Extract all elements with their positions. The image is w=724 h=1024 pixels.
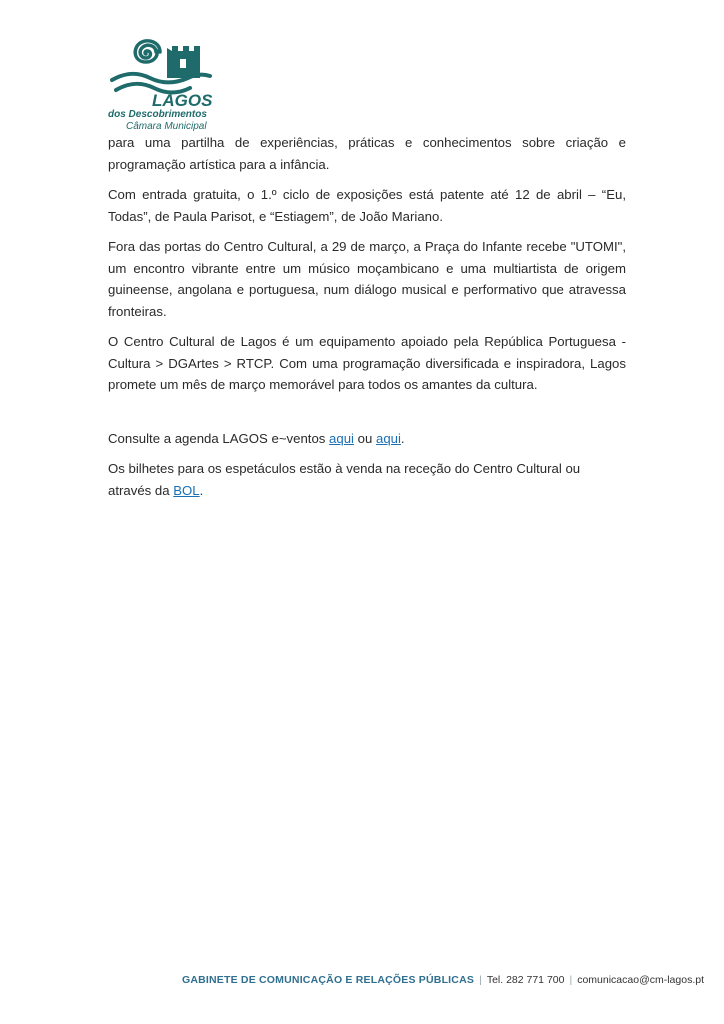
footer-email: comunicacao@cm-lagos.pt bbox=[577, 974, 704, 986]
paragraph-utomi: Fora das portas do Centro Cultural, a 29 de março, a Praça do Infante recebe "UTOMI", um encontro vibrante entre um músico moçambicano e uma multiartista de origem guineense, angolana e portuguesa, num diálogo musical e performativo que atravessa fronteiras. bbox=[108, 239, 626, 319]
page-footer bbox=[182, 974, 704, 986]
lagos-logo bbox=[104, 38, 224, 134]
agenda-suffix: . bbox=[400, 430, 405, 446]
tickets-suffix: . bbox=[199, 482, 204, 498]
paragraph-agenda bbox=[108, 428, 626, 450]
agenda-link-2[interactable]: aqui bbox=[375, 430, 401, 446]
press-release-body bbox=[108, 132, 626, 510]
footer-phone: Tel. 282 771 700 bbox=[486, 974, 565, 986]
paragraph-exhibitions: Com entrada gratuita, o 1.º ciclo de exposições está patente até 12 de abril – “Eu, Todas”, de Paula Parisot, e “Estiagem”, de João Mariano. bbox=[108, 187, 626, 224]
bol-link[interactable]: BOL bbox=[173, 482, 200, 498]
tickets-text: Os bilhetes para os espetáculos estão à venda na receção do Centro Cultural ou através da bbox=[108, 461, 581, 498]
footer-department: GABINETE DE COMUNICAÇÃO E RELAÇÕES PÚBLICAS bbox=[181, 974, 475, 986]
agenda-prefix: Consulte a agenda LAGOS e~ventos bbox=[108, 430, 330, 446]
agenda-link-1[interactable]: aqui bbox=[329, 430, 354, 446]
logo-subtitle: dos Descobrimentos bbox=[108, 109, 207, 120]
logo-name: LAGOS bbox=[152, 91, 213, 110]
paragraph-tickets bbox=[108, 458, 626, 501]
agenda-middle: ou bbox=[353, 430, 376, 446]
logo-institution: Câmara Municipal bbox=[126, 121, 207, 132]
paragraph-centro-cultural: O Centro Cultural de Lagos é um equipamento apoiado pela República Portuguesa - Cultura > DGArtes > RTCP. Com uma programação diversificada e inspiradora, Lagos promete um mês de março memorável para todos os amantes da cultura. bbox=[108, 334, 626, 392]
footer-separator: | bbox=[479, 974, 482, 986]
footer-separator: | bbox=[569, 974, 573, 986]
paragraph-workshop: para uma partilha de experiências, práticas e conhecimentos sobre criação e programação artística para a infância. bbox=[108, 135, 626, 172]
spacer bbox=[108, 405, 626, 428]
